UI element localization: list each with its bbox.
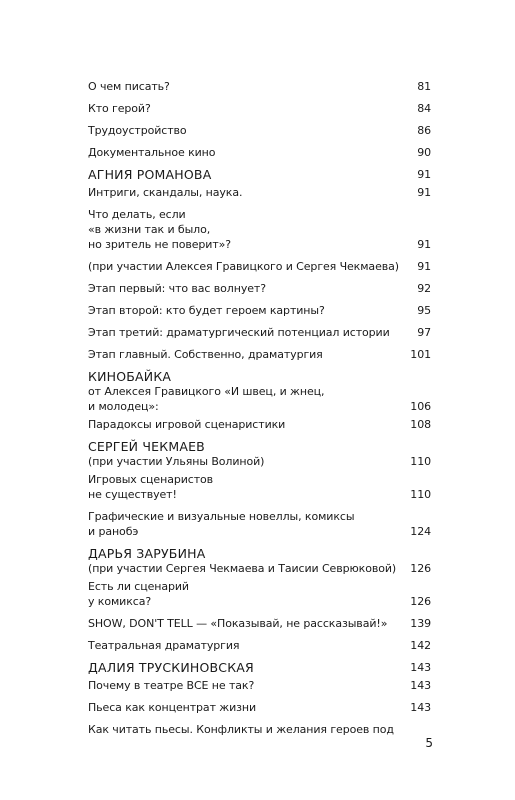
toc-entry-title [88, 185, 409, 200]
toc-entry-title [88, 325, 409, 340]
toc-entry-line: Этап второй: кто будет героем картины? [88, 304, 325, 317]
toc-entry-line: ДАЛИЯ ТРУСКИНОВСКАЯ [88, 660, 254, 675]
toc-entry-page: 91 [417, 186, 431, 199]
toc-entry-line: (при участии Ульяны Волиной) [88, 455, 265, 468]
toc-entry-title [88, 369, 406, 414]
toc-entry-page: 91 [417, 260, 431, 273]
toc-entry-title [88, 167, 409, 182]
toc-entry-page: 101 [410, 348, 431, 361]
toc-entry-line: О чем писать? [88, 80, 170, 93]
toc-entry [88, 347, 431, 362]
toc-entry [88, 325, 431, 340]
toc-entry [88, 303, 431, 318]
toc-entry [88, 509, 431, 539]
toc-entry-line: Есть ли сценарий [88, 580, 189, 593]
toc-entry [88, 281, 431, 296]
toc-entry-page: 90 [417, 146, 431, 159]
toc-entry-line: Трудоустройство [88, 124, 187, 137]
toc-section-entry [88, 660, 431, 675]
toc-entry-line: Игровых сценаристов [88, 473, 214, 486]
toc-entry-page: 108 [410, 418, 431, 431]
toc-entry [88, 417, 431, 432]
toc-entry-line: (при участии Алексея Гравицкого и Сергея Чекмаева) [88, 260, 399, 273]
toc-entry [88, 101, 431, 116]
toc-entry-line: АГНИЯ РОМАНОВА [88, 167, 212, 182]
toc-entry-line: но зритель не поверит»? [88, 238, 232, 251]
toc-entry-title [88, 472, 406, 502]
toc-entry [88, 722, 431, 737]
toc-section-entry [88, 369, 431, 414]
toc-entry-page: 143 [410, 701, 431, 714]
toc-entry-line: Почему в театре ВСЕ не так? [88, 679, 255, 692]
toc-entry [88, 472, 431, 502]
toc-entry-line: Документальное кино [88, 146, 216, 159]
toc-entry-line: Пьеса как концентрат жизни [88, 701, 257, 714]
toc-entry [88, 123, 431, 138]
toc-entry [88, 579, 431, 609]
toc-entry-page: 110 [410, 488, 431, 501]
toc-entry-line: SHOW, DON'T TELL — «Показывай, не рассказывай!» [88, 617, 388, 630]
toc-entry-line: Что делать, если [88, 208, 186, 221]
page-number: 5 [425, 736, 433, 750]
toc-entry-page: 97 [417, 326, 431, 339]
table-of-contents [88, 79, 431, 744]
toc-entry-title [88, 417, 406, 432]
toc-entry [88, 700, 431, 715]
toc-entry-page: 95 [417, 304, 431, 317]
toc-entry-page: 91 [417, 168, 431, 181]
toc-entry-page: 92 [417, 282, 431, 295]
toc-entry-title [88, 101, 409, 116]
toc-entry-line: Парадоксы игровой сценаристики [88, 418, 286, 431]
toc-entry-title [88, 303, 409, 318]
toc-entry-page: 143 [410, 679, 431, 692]
toc-entry-line: у комикса? [88, 595, 152, 608]
toc-entry-title [88, 678, 406, 693]
toc-entry-title [88, 439, 406, 469]
toc-entry-line: и молодец»: [88, 400, 159, 413]
toc-entry-line: Интриги, скандалы, наука. [88, 186, 243, 199]
toc-entry-title [88, 660, 406, 675]
toc-entry [88, 638, 431, 653]
toc-entry-page: 86 [417, 124, 431, 137]
toc-entry-page: 106 [410, 400, 431, 413]
toc-entry-line: Театральная драматургия [88, 639, 240, 652]
toc-entry-line: ДАРЬЯ ЗАРУБИНА [88, 546, 206, 561]
toc-entry [88, 145, 431, 160]
toc-entry-line: (при участии Сергея Чекмаева и Таисии Севрюковой) [88, 562, 397, 575]
toc-entry-title [88, 579, 406, 609]
toc-entry [88, 207, 431, 252]
toc-entry-line: от Алексея Гравицкого «И швец, и жнец, [88, 385, 325, 398]
toc-entry-page: 110 [410, 455, 431, 468]
toc-entry-page: 81 [417, 80, 431, 93]
toc-entry-line: не существует! [88, 488, 177, 501]
toc-entry-line: СЕРГЕЙ ЧЕКМАЕВ [88, 439, 205, 454]
toc-entry-page: 126 [410, 562, 431, 575]
toc-entry-line: и ранобэ [88, 525, 139, 538]
toc-entry [88, 185, 431, 200]
toc-entry [88, 79, 431, 94]
toc-entry [88, 259, 431, 274]
toc-entry-page: 142 [410, 639, 431, 652]
toc-entry-title [88, 638, 406, 653]
toc-entry-page: 84 [417, 102, 431, 115]
toc-entry-page: 124 [410, 525, 431, 538]
toc-entry [88, 678, 431, 693]
toc-section-entry [88, 167, 431, 182]
toc-entry-line: Кто герой? [88, 102, 151, 115]
toc-entry-page: 143 [410, 661, 431, 674]
toc-entry-line: «в жизни так и было, [88, 223, 211, 236]
toc-section-entry [88, 546, 431, 576]
toc-entry-title [88, 123, 409, 138]
toc-entry-line: Графические и визуальные новеллы, комиксы [88, 510, 355, 523]
toc-entry-line: Этап главный. Собственно, драматургия [88, 348, 323, 361]
toc-entry-title [88, 616, 406, 631]
toc-entry-line: Этап третий: драматургический потенциал истории [88, 326, 390, 339]
toc-entry-title [88, 207, 409, 252]
toc-entry-page: 91 [417, 238, 431, 251]
toc-entry-title [88, 259, 409, 274]
toc-entry-line: Как читать пьесы. Конфликты и желания героев под [88, 723, 394, 736]
toc-entry [88, 616, 431, 631]
toc-section-entry [88, 439, 431, 469]
toc-entry-title [88, 79, 409, 94]
toc-entry-title [88, 281, 409, 296]
toc-entry-title [88, 700, 406, 715]
toc-entry-title [88, 546, 406, 576]
toc-entry-title [88, 722, 409, 737]
toc-entry-title [88, 145, 409, 160]
toc-entry-page: 126 [410, 595, 431, 608]
toc-entry-page: 139 [410, 617, 431, 630]
toc-entry-line: КИНОБАЙКА [88, 369, 172, 384]
toc-entry-title [88, 509, 406, 539]
toc-entry-title [88, 347, 406, 362]
toc-entry-line: Этап первый: что вас волнует? [88, 282, 266, 295]
